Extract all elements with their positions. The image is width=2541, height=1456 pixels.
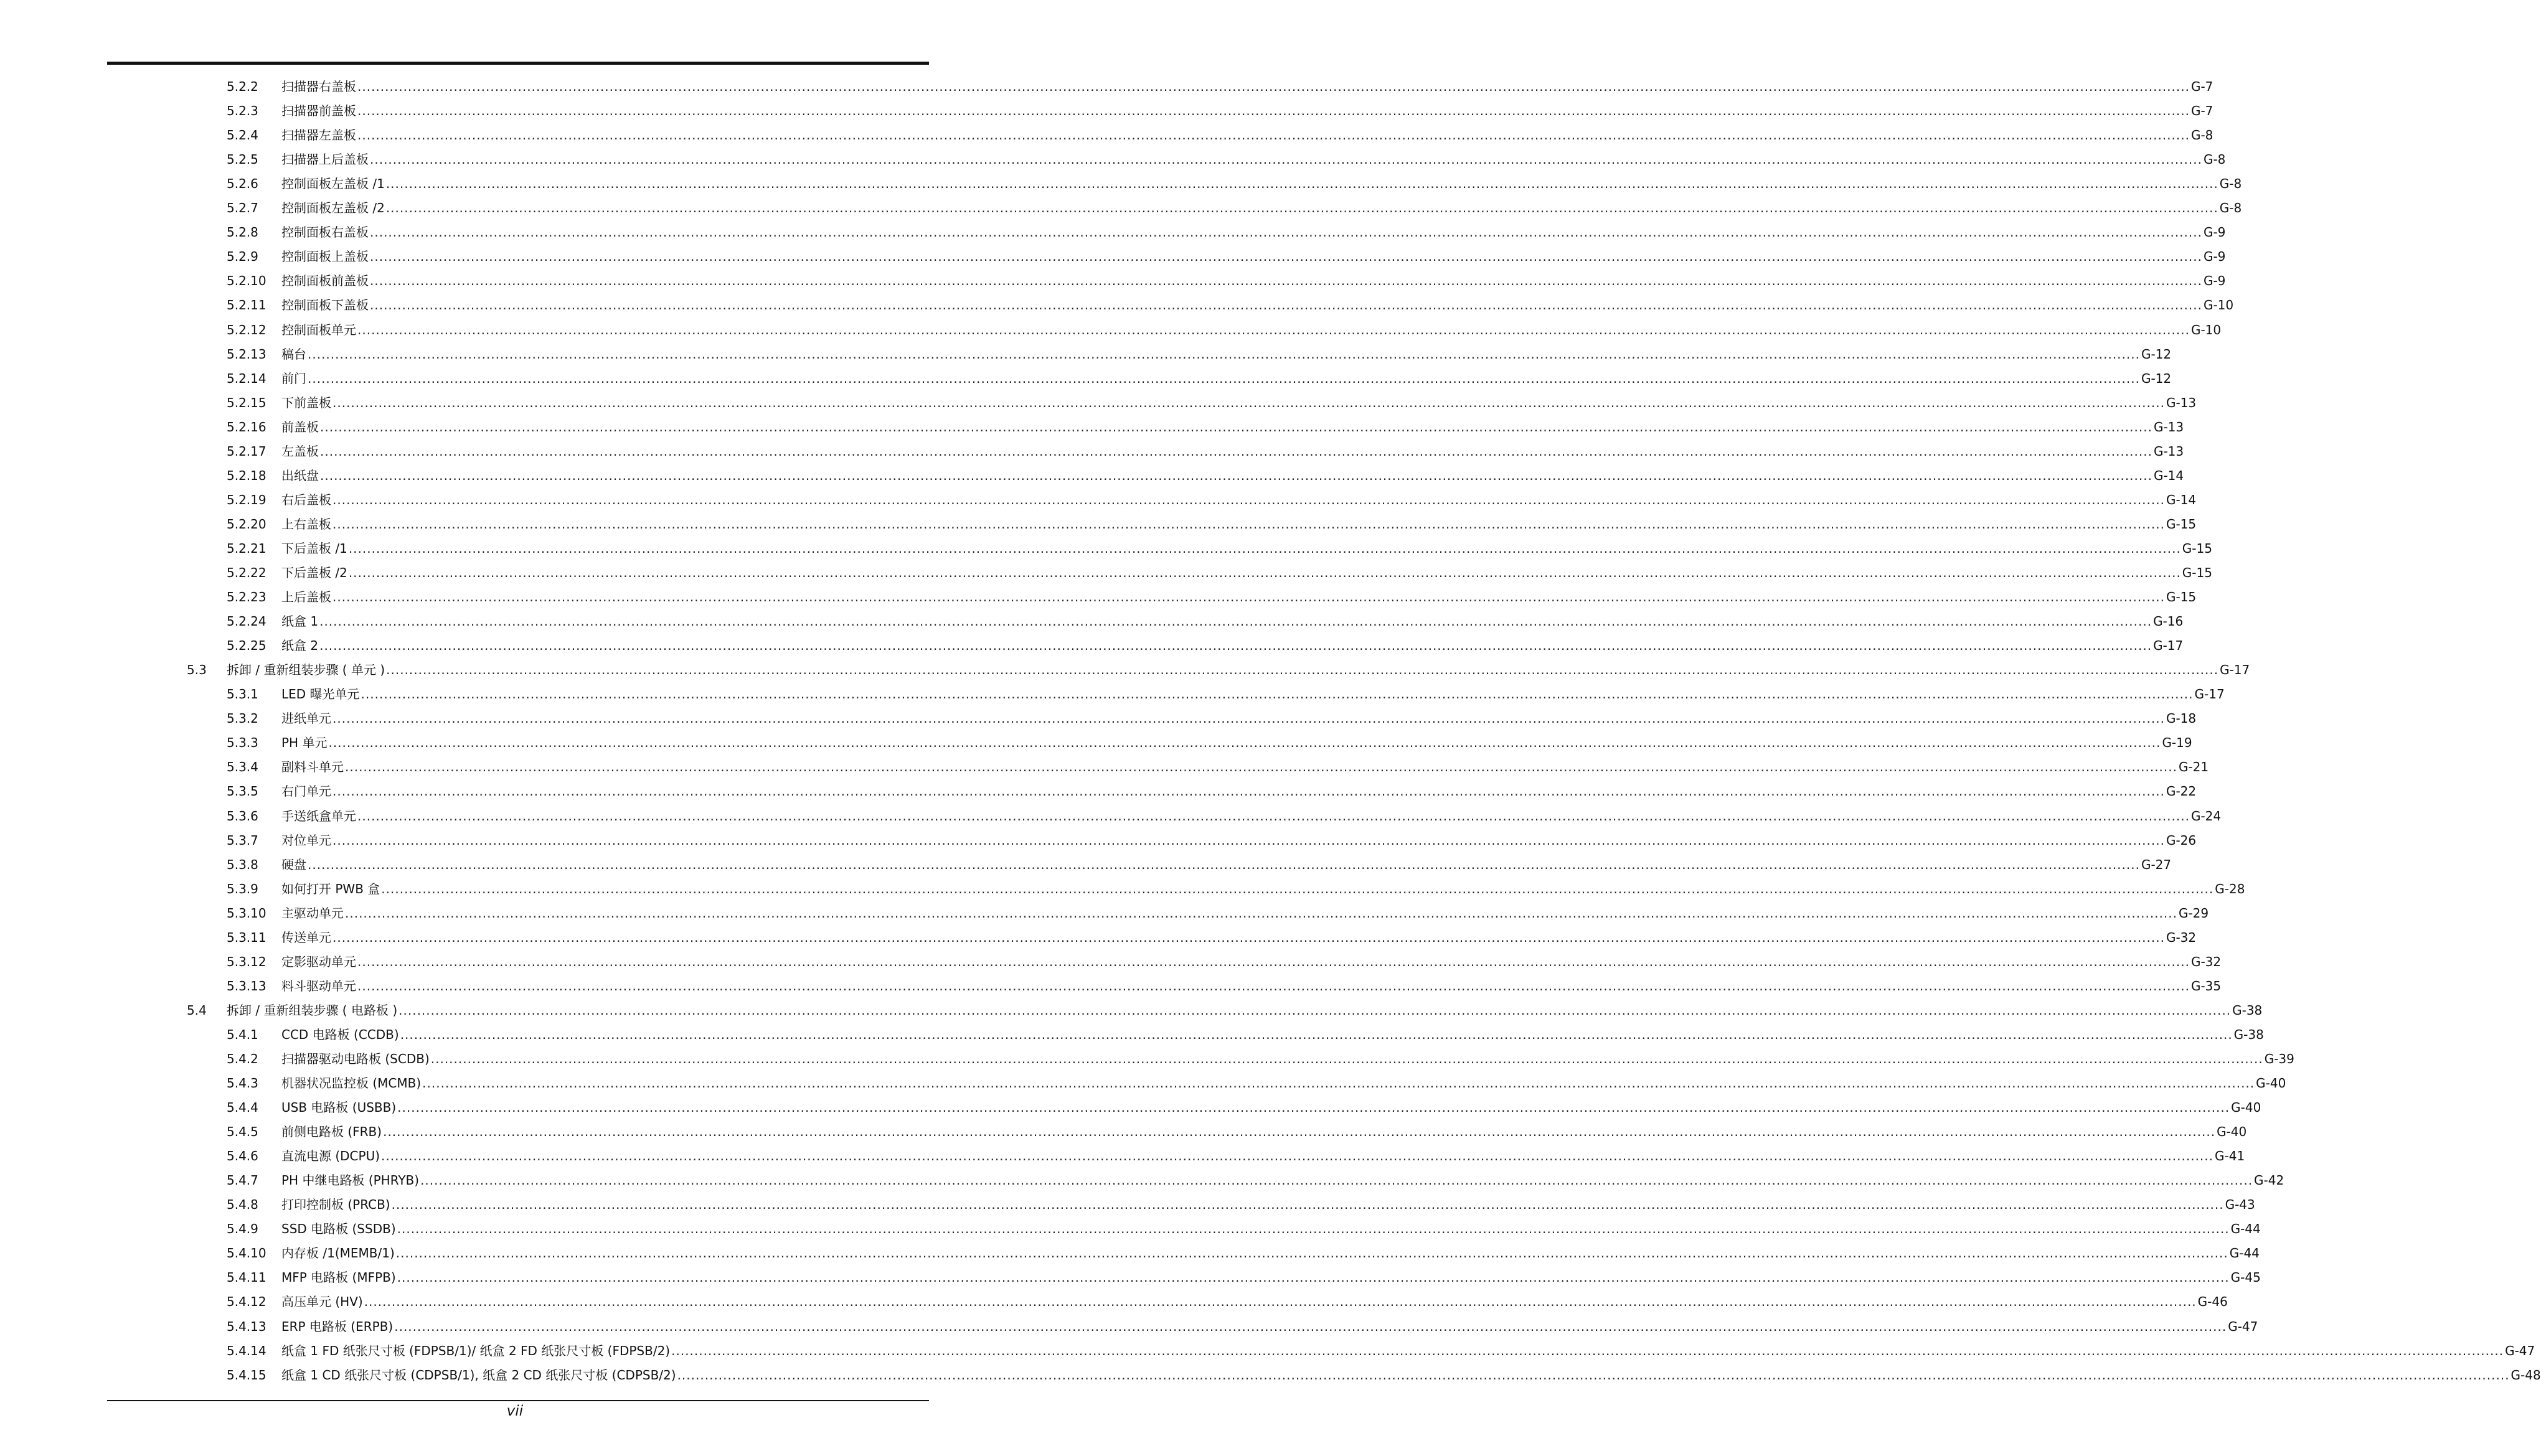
toc-entry-number: 5.2.14 (227, 371, 266, 386)
toc-entry[interactable] (227, 321, 2222, 339)
toc-entry[interactable] (227, 636, 2184, 655)
dot-leader: ................................................................................................................................................................................................................................................................................................................................................................................................................ (370, 225, 2202, 240)
toc-entry-number: 5.2.10 (227, 273, 266, 288)
toc-entry-number: 5.3.2 (227, 711, 258, 726)
dot-leader: ................................................................................................................................................................................................................................................................................................................................................................................................................ (357, 809, 2190, 824)
dot-leader: ................................................................................................................................................................................................................................................................................................................................................................................................................ (383, 1124, 2216, 1139)
toc-entry-title: 左盖板 (281, 444, 319, 459)
toc-entry-page: G-7 (2190, 79, 2213, 94)
toc-entry-page: G-9 (2203, 225, 2226, 240)
dot-leader: ................................................................................................................................................................................................................................................................................................................................................................................................................ (357, 954, 2190, 969)
toc-entry-page: G-39 (2264, 1051, 2294, 1066)
toc-entry-page: G-15 (2166, 589, 2197, 604)
toc-entry-title: 硬盘 (281, 857, 306, 872)
toc-entry[interactable] (227, 880, 2245, 898)
toc-entry-title: 扫描器上后盖板 (281, 152, 369, 167)
toc-entry-title: 下后盖板 /2 (281, 565, 347, 580)
toc-entry-page: G-48 (2510, 1368, 2541, 1383)
dot-leader: ................................................................................................................................................................................................................................................................................................................................................................................................................ (332, 711, 2165, 726)
dot-leader: ................................................................................................................................................................................................................................................................................................................................................................................................................ (308, 371, 2140, 386)
toc-entry-title: PH 中继电路板 (PHRYB) (281, 1173, 420, 1188)
toc-entry-number: 5.3.1 (227, 687, 258, 702)
toc-entry-number: 5.2.12 (227, 322, 266, 337)
toc-entry-page: G-47 (2505, 1343, 2535, 1358)
dot-leader: ................................................................................................................................................................................................................................................................................................................................................................................................................ (420, 1173, 2253, 1188)
toc-entry-number: 5.2.3 (227, 103, 258, 118)
toc-entry[interactable] (227, 1171, 2284, 1190)
toc-entry-number: 5.4.15 (227, 1368, 266, 1383)
toc-entry-title: 出纸盘 (281, 468, 319, 483)
toc-entry-title: MFP 电路板 (MFPB) (281, 1270, 396, 1285)
toc-entry-title: 传送单元 (281, 930, 331, 945)
dot-leader: ................................................................................................................................................................................................................................................................................................................................................................................................................ (345, 906, 2177, 921)
toc-entry-page: G-19 (2162, 735, 2192, 750)
toc-entry-page: G-35 (2190, 979, 2222, 993)
toc-entry[interactable] (227, 466, 2184, 485)
toc-entry[interactable] (227, 1292, 2228, 1311)
toc-entry-page: G-44 (2229, 1246, 2260, 1261)
toc-entry-title: LED 曝光单元 (281, 687, 360, 702)
toc-entry-page: G-16 (2153, 614, 2184, 629)
toc-entry-title: 纸盒 1 (281, 614, 319, 629)
toc-entry-page: G-8 (2219, 200, 2242, 215)
toc-entry[interactable] (227, 77, 2213, 96)
dot-leader: ................................................................................................................................................................................................................................................................................................................................................................................................................ (430, 1051, 2263, 1066)
toc-entry-number: 5.2.5 (227, 152, 258, 167)
toc-entry-page: G-46 (2197, 1294, 2228, 1309)
toc-entry-title: 控制面板上盖板 (281, 249, 369, 264)
toc-entry[interactable] (227, 685, 2225, 703)
toc-entry-number: 5.3.11 (227, 930, 266, 945)
toc-entry-number: 5.2.20 (227, 517, 266, 532)
toc-entry-number: 5.2.22 (227, 565, 266, 580)
toc-entry-title: 右后盖板 (281, 492, 331, 507)
toc-entry-number: 5.3.8 (227, 857, 258, 872)
toc-entry-page: G-18 (2166, 711, 2197, 726)
dot-leader: ................................................................................................................................................................................................................................................................................................................................................................................................................ (308, 347, 2140, 362)
toc-entry-page: G-24 (2190, 809, 2222, 824)
dot-leader: ................................................................................................................................................................................................................................................................................................................................................................................................................ (361, 687, 2194, 702)
toc-entry[interactable] (227, 1366, 2541, 1384)
toc-entry-number: 5.2.17 (227, 444, 266, 459)
toc-entry-page: G-8 (2203, 152, 2226, 167)
toc-entry-page: G-40 (2217, 1124, 2247, 1139)
toc-entry-page: G-8 (2190, 128, 2213, 143)
toc-entry-title: CCD 电路板 (CCDB) (281, 1027, 399, 1042)
toc-entry[interactable] (227, 1025, 2264, 1044)
toc-entry-page: G-8 (2219, 176, 2242, 191)
toc-entry-page: G-47 (2228, 1319, 2258, 1334)
dot-leader: ................................................................................................................................................................................................................................................................................................................................................................................................................ (364, 1294, 2197, 1309)
footer-rule (107, 1400, 929, 1401)
toc-entry-number: 5.2.25 (227, 638, 266, 653)
toc-entry-number: 5.4.5 (227, 1124, 258, 1139)
dot-leader: ................................................................................................................................................................................................................................................................................................................................................................................................................ (394, 1319, 2227, 1334)
dot-leader: ................................................................................................................................................................................................................................................................................................................................................................................................................ (370, 249, 2202, 264)
toc-entry-number: 5.2.11 (227, 298, 266, 312)
toc-entry-page: G-40 (2231, 1100, 2261, 1115)
toc-entry-number: 5.2.2 (227, 79, 258, 94)
page-number: vii (506, 1403, 524, 1419)
toc-entry-title: 前门 (281, 371, 306, 386)
toc-entry[interactable] (227, 1341, 2535, 1360)
dot-leader: ................................................................................................................................................................................................................................................................................................................................................................................................................ (320, 444, 2152, 459)
toc-entry-title: 控制面板右盖板 (281, 225, 369, 240)
header-rule (107, 62, 929, 65)
toc-entry[interactable] (227, 223, 2226, 242)
toc-entry-page: G-26 (2166, 833, 2197, 848)
toc-entry-title: 下前盖板 (281, 395, 331, 410)
toc-entry[interactable] (227, 271, 2226, 290)
toc-entry-number: 5.2.21 (227, 541, 266, 556)
dot-leader: ................................................................................................................................................................................................................................................................................................................................................................................................................ (332, 395, 2165, 410)
toc-entry-page: G-15 (2182, 541, 2212, 556)
toc-entry[interactable] (227, 1147, 2245, 1165)
dot-leader: ................................................................................................................................................................................................................................................................................................................................................................................................................ (332, 589, 2165, 604)
toc-entry-number: 5.2.8 (227, 225, 258, 240)
toc-entry-title: USB 电路板 (USBB) (281, 1100, 397, 1115)
toc-entry-page: G-44 (2230, 1221, 2261, 1236)
toc-entry-page: G-13 (2153, 444, 2184, 459)
dot-leader: ................................................................................................................................................................................................................................................................................................................................................................................................................ (332, 492, 2165, 507)
dot-leader: ................................................................................................................................................................................................................................................................................................................................................................................................................ (381, 1148, 2213, 1163)
toc-entry[interactable] (227, 174, 2242, 193)
toc-entry-number: 5.3.13 (227, 979, 266, 993)
toc-section-entry[interactable] (187, 660, 2250, 679)
dot-leader: ................................................................................................................................................................................................................................................................................................................................................................................................................ (397, 1221, 2230, 1236)
toc-entry-title: 如何打开 PWB 盒 (281, 881, 380, 896)
toc-entry-number: 5.2.15 (227, 395, 266, 410)
toc-entry-number: 5.3.6 (227, 809, 258, 824)
toc-entry-title: 稿台 (281, 347, 306, 362)
toc-entry-page: G-17 (2194, 687, 2225, 702)
dot-leader: ................................................................................................................................................................................................................................................................................................................................................................................................................ (357, 128, 2190, 143)
toc-entry-title: 进纸单元 (281, 711, 331, 726)
toc-entry[interactable] (227, 418, 2184, 436)
dot-leader: ................................................................................................................................................................................................................................................................................................................................................................................................................ (671, 1343, 2504, 1358)
dot-leader: ................................................................................................................................................................................................................................................................................................................................................................................................................ (357, 979, 2190, 993)
toc-entry-title: 机器状况监控板 (MCMB) (281, 1076, 422, 1091)
dot-leader: ................................................................................................................................................................................................................................................................................................................................................................................................................ (332, 833, 2165, 848)
toc-entry-page: G-9 (2203, 273, 2226, 288)
toc-entry-number: 5.4.13 (227, 1319, 266, 1334)
toc-entry-number: 5.2.18 (227, 468, 266, 483)
toc-entry-page: G-14 (2153, 468, 2184, 483)
toc-entry[interactable] (227, 393, 2197, 412)
toc-entry-number: 5.3.12 (227, 954, 266, 969)
toc-entry[interactable] (227, 1268, 2261, 1287)
toc-entry[interactable] (227, 442, 2184, 461)
toc-entry-number: 5.4.6 (227, 1148, 258, 1163)
toc-entry-number: 5.2.4 (227, 128, 258, 143)
toc-entry-page: G-45 (2230, 1270, 2261, 1285)
toc-entry-title: 扫描器前盖板 (281, 103, 356, 118)
dot-leader: ................................................................................................................................................................................................................................................................................................................................................................................................................ (332, 930, 2165, 945)
toc-entry-page: G-15 (2166, 517, 2197, 532)
toc-entry[interactable] (227, 101, 2213, 120)
toc-entry-title: 上右盖板 (281, 517, 331, 532)
toc-entry[interactable] (227, 855, 2172, 874)
toc-entry[interactable] (227, 1074, 2286, 1092)
toc-entry-title: 打印控制板 (PRCB) (281, 1197, 390, 1212)
dot-leader: ................................................................................................................................................................................................................................................................................................................................................................................................................ (398, 1003, 2232, 1018)
dot-leader: ................................................................................................................................................................................................................................................................................................................................................................................................................ (357, 322, 2190, 337)
toc-entry-page: G-38 (2233, 1027, 2264, 1042)
toc-entry-page: G-13 (2166, 395, 2197, 410)
toc-entry-title: 前侧电路板 (FRB) (281, 1124, 382, 1139)
toc-entry-title: 直流电源 (DCPU) (281, 1148, 380, 1163)
toc-entry-number: 5.2.6 (227, 176, 258, 191)
toc-entry[interactable] (227, 612, 2184, 631)
toc-entry-title: 纸盒 2 (281, 638, 319, 653)
toc-entry-number: 5.2.9 (227, 249, 258, 264)
toc-entry-number: 5.3 (187, 662, 207, 677)
toc-entry-number: 5.3.9 (227, 881, 258, 896)
toc-entry-number: 5.3.10 (227, 906, 266, 921)
dot-leader: ................................................................................................................................................................................................................................................................................................................................................................................................................ (348, 565, 2181, 580)
dot-leader: ................................................................................................................................................................................................................................................................................................................................................................................................................ (357, 79, 2190, 94)
toc-entry-title: 右门单元 (281, 784, 331, 799)
toc-entry[interactable] (227, 150, 2226, 169)
toc-entry[interactable] (227, 369, 2172, 388)
dot-leader: ................................................................................................................................................................................................................................................................................................................................................................................................................ (308, 857, 2140, 872)
toc-entry[interactable] (227, 1317, 2258, 1336)
toc-section-entry[interactable] (187, 1001, 2263, 1020)
toc-entry-title: 主驱动单元 (281, 906, 344, 921)
toc-entry-number: 5.4 (187, 1003, 207, 1018)
toc-entry[interactable] (227, 296, 2234, 314)
toc-entry-page: G-27 (2141, 857, 2172, 872)
toc-entry-number: 5.4.3 (227, 1076, 258, 1091)
toc-entry-number: 5.4.8 (227, 1197, 258, 1212)
toc-entry-title: 料斗驱动单元 (281, 979, 356, 993)
toc-entry-title: ERP 电路板 (ERPB) (281, 1319, 394, 1334)
toc-entry-page: G-43 (2225, 1197, 2255, 1212)
dot-leader: ................................................................................................................................................................................................................................................................................................................................................................................................................ (400, 1027, 2233, 1042)
dot-leader: ................................................................................................................................................................................................................................................................................................................................................................................................................ (395, 1246, 2228, 1261)
toc-entry-number: 5.2.24 (227, 614, 266, 629)
toc-entry[interactable] (227, 831, 2197, 850)
toc-entry[interactable] (227, 1219, 2261, 1238)
dot-leader: ................................................................................................................................................................................................................................................................................................................................................................................................................ (397, 1270, 2230, 1285)
toc-entry[interactable] (227, 758, 2209, 776)
toc-entry-title: 上后盖板 (281, 589, 331, 604)
dot-leader: ................................................................................................................................................................................................................................................................................................................................................................................................................ (422, 1076, 2255, 1091)
toc-entry[interactable] (227, 709, 2197, 728)
toc-entry-page: G-12 (2141, 371, 2172, 386)
dot-leader: ................................................................................................................................................................................................................................................................................................................................................................................................................ (370, 273, 2202, 288)
dot-leader: ................................................................................................................................................................................................................................................................................................................................................................................................................ (332, 517, 2165, 532)
toc-entry-page: G-12 (2141, 347, 2172, 362)
toc-entry[interactable] (227, 1122, 2247, 1141)
toc-entry-number: 5.2.19 (227, 492, 266, 507)
toc-entry[interactable] (227, 807, 2222, 825)
toc-entry[interactable] (227, 539, 2212, 558)
toc-entry-number: 5.2.7 (227, 200, 258, 215)
toc-entry[interactable] (227, 928, 2197, 947)
toc-entry-title: PH 单元 (281, 735, 328, 750)
toc-entry[interactable] (227, 952, 2222, 971)
toc-entry-title: 内存板 /1(MEMB/1) (281, 1246, 395, 1261)
dot-leader: ................................................................................................................................................................................................................................................................................................................................................................................................................ (328, 735, 2161, 750)
toc-entry[interactable] (227, 1098, 2261, 1117)
toc-entry-number: 5.4.7 (227, 1173, 258, 1188)
dot-leader: ................................................................................................................................................................................................................................................................................................................................................................................................................ (385, 200, 2218, 215)
dot-leader: ................................................................................................................................................................................................................................................................................................................................................................................................................ (345, 759, 2177, 774)
toc-entry[interactable] (227, 345, 2172, 364)
toc-entry[interactable] (227, 588, 2197, 606)
toc-entry-number: 5.3.5 (227, 784, 258, 799)
dot-leader: ................................................................................................................................................................................................................................................................................................................................................................................................................ (319, 638, 2152, 653)
dot-leader: ................................................................................................................................................................................................................................................................................................................................................................................................................ (320, 420, 2152, 434)
dot-leader: ................................................................................................................................................................................................................................................................................................................................................................................................................ (397, 1100, 2230, 1115)
toc-entry-title: 纸盒 1 CD 纸张尺寸板 (CDPSB/1), 纸盒 2 CD 纸张尺寸板 (CDPSB/2) (281, 1368, 676, 1383)
dot-leader: ................................................................................................................................................................................................................................................................................................................................................................................................................ (370, 152, 2202, 167)
toc-entry-page: G-13 (2153, 420, 2184, 434)
toc-entry[interactable] (227, 199, 2242, 217)
toc-entry-page: G-42 (2254, 1173, 2284, 1188)
toc-entry[interactable] (227, 1244, 2260, 1262)
dot-leader: ................................................................................................................................................................................................................................................................................................................................................................................................................ (357, 103, 2190, 118)
toc-entry-title: 控制面板前盖板 (281, 273, 369, 288)
toc-entry-number: 5.2.16 (227, 420, 266, 434)
dot-leader: ................................................................................................................................................................................................................................................................................................................................................................................................................ (385, 176, 2218, 191)
toc-entry-page: G-17 (2153, 638, 2184, 653)
toc-entry-title: 拆卸 / 重新组装步骤 ( 单元 ) (227, 662, 385, 677)
dot-leader: ................................................................................................................................................................................................................................................................................................................................................................................................................ (332, 784, 2165, 799)
toc-entry-page: G-14 (2166, 492, 2197, 507)
toc-entry[interactable] (227, 782, 2197, 801)
dot-leader: ................................................................................................................................................................................................................................................................................................................................................................................................................ (386, 662, 2219, 677)
toc-entry[interactable] (227, 733, 2192, 752)
toc-entry-title: 下后盖板 /1 (281, 541, 347, 556)
toc-entry-title: 拆卸 / 重新组装步骤 ( 电路板 ) (227, 1003, 398, 1018)
dot-leader: ................................................................................................................................................................................................................................................................................................................................................................................................................ (370, 298, 2202, 312)
toc-entry[interactable] (227, 977, 2222, 995)
toc-entry-page: G-29 (2178, 906, 2209, 921)
toc-entry-title: 对位单元 (281, 833, 331, 848)
dot-leader: ................................................................................................................................................................................................................................................................................................................................................................................................................ (381, 881, 2214, 896)
toc-entry-title: 定影驱动单元 (281, 954, 356, 969)
toc-entry-page: G-22 (2166, 784, 2197, 799)
toc-entry-number: 5.3.4 (227, 759, 258, 774)
dot-leader: ................................................................................................................................................................................................................................................................................................................................................................................................................ (319, 614, 2152, 629)
dot-leader: ................................................................................................................................................................................................................................................................................................................................................................................................................ (677, 1368, 2510, 1383)
dot-leader: ................................................................................................................................................................................................................................................................................................................................................................................................................ (348, 541, 2181, 556)
toc-entry-number: 5.4.11 (227, 1270, 266, 1285)
toc-entry-number: 5.2.23 (227, 589, 266, 604)
toc-entry-page: G-28 (2215, 881, 2245, 896)
toc-entry-title: 纸盒 1 FD 纸张尺寸板 (FDPSB/1)/ 纸盒 2 FD 纸张尺寸板 (FDPSB/2) (281, 1343, 671, 1358)
toc-entry-page: G-9 (2203, 249, 2226, 264)
toc-entry[interactable] (227, 491, 2197, 509)
toc-entry-page: G-32 (2190, 954, 2222, 969)
toc-entry-title: 手送纸盒单元 (281, 809, 356, 824)
toc-entry-page: G-17 (2220, 662, 2250, 677)
toc-entry-number: 5.4.4 (227, 1100, 258, 1115)
toc-entry-title: 控制面板左盖板 /1 (281, 176, 385, 191)
toc-entry-number: 5.4.14 (227, 1343, 266, 1358)
toc-entry-page: G-41 (2215, 1148, 2245, 1163)
toc-entry[interactable] (227, 126, 2213, 144)
toc-entry-page: G-15 (2182, 565, 2212, 580)
toc-entry[interactable] (227, 247, 2226, 266)
toc-entry-number: 5.4.9 (227, 1221, 258, 1236)
toc-entry[interactable] (227, 563, 2212, 582)
toc-entry-title: 控制面板下盖板 (281, 298, 369, 312)
toc-entry-number: 5.2.13 (227, 347, 266, 362)
toc-entry-number: 5.4.12 (227, 1294, 266, 1309)
toc-entry-number: 5.3.7 (227, 833, 258, 848)
toc-entry-page: G-10 (2190, 322, 2222, 337)
toc-entry-title: 控制面板单元 (281, 322, 356, 337)
toc-entry-title: 扫描器左盖板 (281, 128, 356, 143)
toc-entry-number: 5.4.2 (227, 1051, 258, 1066)
toc-entry-title: 副料斗单元 (281, 759, 344, 774)
toc-entry-page: G-10 (2203, 298, 2234, 312)
toc-entry-title: 扫描器驱动电路板 (SCDB) (281, 1051, 430, 1066)
dot-leader: ................................................................................................................................................................................................................................................................................................................................................................................................................ (391, 1197, 2224, 1212)
toc-entry-page: G-38 (2232, 1003, 2263, 1018)
toc-entry-number: 5.4.10 (227, 1246, 266, 1261)
toc-entry-page: G-7 (2190, 103, 2213, 118)
toc-entry-number: 5.3.3 (227, 735, 258, 750)
toc-entry[interactable] (227, 515, 2197, 533)
toc-entry-page: G-40 (2256, 1076, 2286, 1091)
toc-entry[interactable] (227, 904, 2209, 923)
toc-entry-title: SSD 电路板 (SSDB) (281, 1221, 396, 1236)
toc-entry-title: 前盖板 (281, 420, 319, 434)
toc-entry-title: 控制面板左盖板 /2 (281, 200, 385, 215)
toc-entry-title: 扫描器右盖板 (281, 79, 356, 94)
toc-entry-title: 高压单元 (HV) (281, 1294, 363, 1309)
toc-entry[interactable] (227, 1195, 2255, 1214)
dot-leader: ................................................................................................................................................................................................................................................................................................................................................................................................................ (320, 468, 2152, 483)
toc-entry-number: 5.4.1 (227, 1027, 258, 1042)
toc-entry[interactable] (227, 1050, 2294, 1068)
toc-entry-page: G-32 (2166, 930, 2197, 945)
toc-entry-page: G-21 (2178, 759, 2209, 774)
